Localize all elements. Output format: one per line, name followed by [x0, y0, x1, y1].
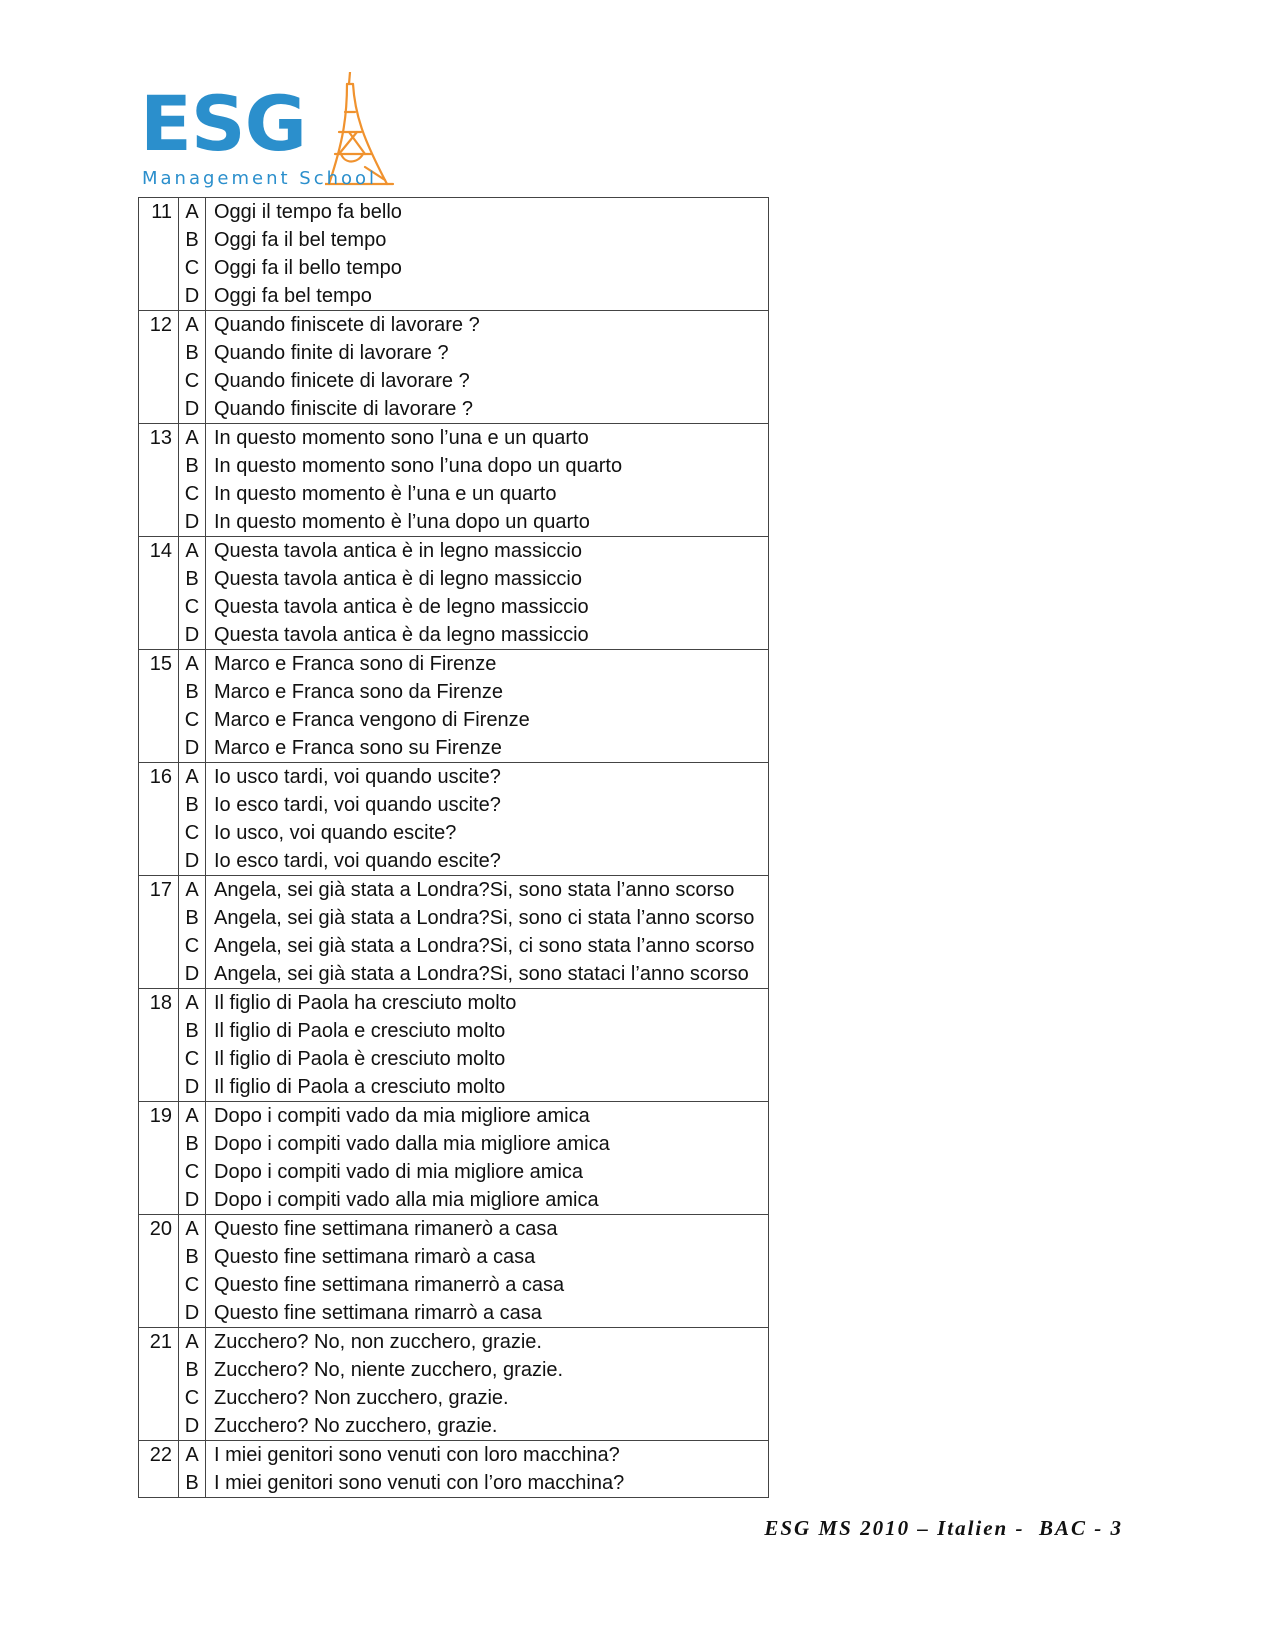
- option-row: [139, 1243, 769, 1271]
- question-number: [139, 678, 179, 706]
- quiz-table: [138, 197, 769, 1498]
- option-text: Il figlio di Paola ha cresciuto molto: [214, 992, 517, 1014]
- option-row: [139, 847, 769, 876]
- question-number: [139, 1243, 179, 1271]
- option-row: [139, 1271, 769, 1299]
- question-number: [139, 734, 179, 763]
- question-number: 18: [139, 989, 179, 1018]
- question-18: [139, 989, 769, 1102]
- option-row: [139, 1158, 769, 1186]
- option-letter: D: [179, 282, 206, 311]
- option-letter: C: [179, 254, 206, 282]
- option-letter: D: [179, 1073, 206, 1102]
- option-row: [139, 452, 769, 480]
- question-16: [139, 763, 769, 876]
- option-text: Zucchero? No, non zucchero, grazie.: [214, 1331, 542, 1353]
- option-row: [139, 1045, 769, 1073]
- option-text: Marco e Franca sono da Firenze: [214, 681, 504, 703]
- question-number: [139, 395, 179, 424]
- option-letter: A: [179, 650, 206, 679]
- question-number: 12: [139, 311, 179, 340]
- option-row: [139, 1130, 769, 1158]
- option-row: [139, 1384, 769, 1412]
- option-row: [139, 311, 769, 340]
- option-row: [139, 1299, 769, 1328]
- option-letter: A: [179, 1215, 206, 1244]
- option-text: In questo momento è l’una e un quarto: [214, 483, 557, 505]
- option-text: Questo fine settimana rimarò a casa: [214, 1246, 536, 1268]
- option-row: [139, 791, 769, 819]
- option-text: Dopo i compiti vado dalla mia migliore amica: [214, 1133, 610, 1155]
- option-text: Il figlio di Paola a cresciuto molto: [214, 1076, 506, 1098]
- option-letter: A: [179, 1102, 206, 1131]
- option-row: [139, 424, 769, 453]
- question-number: [139, 1045, 179, 1073]
- option-letter: C: [179, 367, 206, 395]
- option-text: In questo momento è l’una dopo un quarto: [214, 511, 590, 533]
- question-number: [139, 282, 179, 311]
- option-text: Angela, sei già stata a Londra?Si, sono ci stata l’anno scorso: [214, 907, 755, 929]
- question-number: 19: [139, 1102, 179, 1131]
- option-letter: D: [179, 1186, 206, 1215]
- option-row: [139, 989, 769, 1018]
- option-text: I miei genitori sono venuti con l’oro macchina?: [214, 1472, 625, 1494]
- option-row: [139, 763, 769, 792]
- option-letter: B: [179, 452, 206, 480]
- option-text: Questa tavola antica è da legno massiccio: [214, 624, 589, 646]
- question-number: [139, 960, 179, 989]
- question-number: 22: [139, 1441, 179, 1470]
- question-number: [139, 508, 179, 537]
- option-row: [139, 593, 769, 621]
- question-number: [139, 593, 179, 621]
- option-text: Oggi fa bel tempo: [214, 285, 372, 307]
- question-22: [139, 1441, 769, 1498]
- option-row: [139, 339, 769, 367]
- option-text: Zucchero? No, niente zucchero, grazie.: [214, 1359, 564, 1381]
- option-text: Dopo i compiti vado da mia migliore amica: [214, 1105, 590, 1127]
- option-letter: C: [179, 593, 206, 621]
- question-number: 13: [139, 424, 179, 453]
- question-number: [139, 1158, 179, 1186]
- question-number: 21: [139, 1328, 179, 1357]
- option-text: Questo fine settimana rimarrò a casa: [214, 1302, 542, 1324]
- question-number: [139, 791, 179, 819]
- option-text: Io usco tardi, voi quando uscite?: [214, 766, 501, 788]
- option-text: Angela, sei già stata a Londra?Si, sono stataci l’anno scorso: [214, 963, 749, 985]
- question-number: [139, 1186, 179, 1215]
- option-row: [139, 1102, 769, 1131]
- question-13: [139, 424, 769, 537]
- option-letter: C: [179, 1045, 206, 1073]
- option-row: [139, 537, 769, 566]
- option-letter: B: [179, 1356, 206, 1384]
- question-number: [139, 339, 179, 367]
- option-letter: C: [179, 480, 206, 508]
- question-number: [139, 1356, 179, 1384]
- question-number: [139, 1271, 179, 1299]
- question-number: [139, 565, 179, 593]
- option-row: [139, 1412, 769, 1441]
- question-number: [139, 932, 179, 960]
- option-letter: D: [179, 847, 206, 876]
- option-text: Quando finiscete di lavorare ?: [214, 314, 480, 336]
- question-number: [139, 254, 179, 282]
- option-text: Oggi fa il bel tempo: [214, 229, 387, 251]
- question-number: [139, 904, 179, 932]
- question-number: [139, 847, 179, 876]
- option-letter: A: [179, 424, 206, 453]
- option-letter: A: [179, 311, 206, 340]
- option-text: Oggi il tempo fa bello: [214, 201, 402, 223]
- option-letter: D: [179, 621, 206, 650]
- option-row: [139, 621, 769, 650]
- option-row: [139, 367, 769, 395]
- option-letter: C: [179, 819, 206, 847]
- option-text: Angela, sei già stata a Londra?Si, sono stata l’anno scorso: [214, 879, 735, 901]
- question-number: [139, 1073, 179, 1102]
- option-text: In questo momento sono l’una e un quarto: [214, 427, 589, 449]
- option-letter: B: [179, 791, 206, 819]
- question-21: [139, 1328, 769, 1441]
- option-text: Oggi fa il bello tempo: [214, 257, 402, 279]
- option-row: [139, 282, 769, 311]
- question-number: [139, 1130, 179, 1158]
- option-row: [139, 734, 769, 763]
- option-row: [139, 678, 769, 706]
- option-letter: B: [179, 1469, 206, 1498]
- question-number: [139, 1469, 179, 1498]
- question-19: [139, 1102, 769, 1215]
- question-number: [139, 706, 179, 734]
- option-text: I miei genitori sono venuti con loro macchina?: [214, 1444, 620, 1466]
- option-row: [139, 1215, 769, 1244]
- page-footer: ESG MS 2010 – Italien - BAC - 3: [764, 1516, 1123, 1540]
- option-row: [139, 1356, 769, 1384]
- option-letter: D: [179, 960, 206, 989]
- option-row: [139, 876, 769, 905]
- option-text: Angela, sei già stata a Londra?Si, ci sono stata l’anno scorso: [214, 935, 755, 957]
- logo-subtitle: Management School: [142, 168, 378, 189]
- option-letter: B: [179, 1017, 206, 1045]
- option-text: Questa tavola antica è in legno massiccio: [214, 540, 582, 562]
- option-letter: B: [179, 1130, 206, 1158]
- option-letter: C: [179, 706, 206, 734]
- option-letter: C: [179, 1271, 206, 1299]
- question-12: [139, 311, 769, 424]
- option-letter: A: [179, 1441, 206, 1470]
- option-row: [139, 508, 769, 537]
- option-letter: D: [179, 1299, 206, 1328]
- question-number: [139, 367, 179, 395]
- option-letter: C: [179, 932, 206, 960]
- question-17: [139, 876, 769, 989]
- option-letter: D: [179, 508, 206, 537]
- esg-logo: [140, 72, 400, 192]
- option-letter: A: [179, 763, 206, 792]
- option-row: [139, 1469, 769, 1498]
- option-letter: A: [179, 989, 206, 1018]
- question-number: [139, 1299, 179, 1328]
- option-text: In questo momento sono l’una dopo un quarto: [214, 455, 623, 477]
- option-text: Il figlio di Paola e cresciuto molto: [214, 1020, 506, 1042]
- option-row: [139, 650, 769, 679]
- option-row: [139, 480, 769, 508]
- option-row: [139, 904, 769, 932]
- option-text: Zucchero? Non zucchero, grazie.: [214, 1387, 509, 1409]
- option-text: Io esco tardi, voi quando uscite?: [214, 794, 501, 816]
- option-row: [139, 932, 769, 960]
- option-letter: B: [179, 565, 206, 593]
- question-11: [139, 198, 769, 311]
- option-letter: B: [179, 904, 206, 932]
- option-text: Il figlio di Paola è cresciuto molto: [214, 1048, 506, 1070]
- question-number: [139, 1384, 179, 1412]
- option-text: Marco e Franca sono su Firenze: [214, 737, 502, 759]
- option-letter: D: [179, 734, 206, 763]
- option-row: [139, 1441, 769, 1470]
- option-letter: B: [179, 339, 206, 367]
- question-20: [139, 1215, 769, 1328]
- option-text: Questo fine settimana rimanerrò a casa: [214, 1274, 565, 1296]
- option-text: Zucchero? No zucchero, grazie.: [214, 1415, 498, 1437]
- option-text: Dopo i compiti vado alla mia migliore amica: [214, 1189, 599, 1211]
- question-number: 17: [139, 876, 179, 905]
- option-letter: D: [179, 395, 206, 424]
- question-number: 11: [139, 198, 179, 227]
- option-letter: C: [179, 1158, 206, 1186]
- option-row: [139, 1073, 769, 1102]
- option-letter: D: [179, 1412, 206, 1441]
- question-number: [139, 1412, 179, 1441]
- question-15: [139, 650, 769, 763]
- option-text: Questa tavola antica è di legno massiccio: [214, 568, 582, 590]
- question-number: [139, 819, 179, 847]
- option-letter: A: [179, 198, 206, 227]
- option-text: Questo fine settimana rimanerò a casa: [214, 1218, 558, 1240]
- question-number: 16: [139, 763, 179, 792]
- question-14: [139, 537, 769, 650]
- option-text: Io usco, voi quando escite?: [214, 822, 457, 844]
- option-text: Dopo i compiti vado di mia migliore amica: [214, 1161, 584, 1183]
- option-letter: B: [179, 226, 206, 254]
- question-number: [139, 480, 179, 508]
- option-letter: B: [179, 678, 206, 706]
- question-number: 15: [139, 650, 179, 679]
- option-row: [139, 226, 769, 254]
- option-text: Io esco tardi, voi quando escite?: [214, 850, 501, 872]
- option-letter: A: [179, 537, 206, 566]
- option-row: [139, 1186, 769, 1215]
- question-number: [139, 1017, 179, 1045]
- option-row: [139, 254, 769, 282]
- option-text: Quando finite di lavorare ?: [214, 342, 449, 364]
- option-row: [139, 1328, 769, 1357]
- question-number: [139, 621, 179, 650]
- logo-wordmark: ESG: [140, 79, 307, 168]
- option-row: [139, 1017, 769, 1045]
- option-text: Quando finiscite di lavorare ?: [214, 398, 474, 420]
- option-text: Marco e Franca vengono di Firenze: [214, 709, 530, 731]
- option-row: [139, 198, 769, 227]
- option-row: [139, 706, 769, 734]
- option-letter: A: [179, 1328, 206, 1357]
- option-text: Questa tavola antica è de legno massiccio: [214, 596, 589, 618]
- option-letter: B: [179, 1243, 206, 1271]
- option-text: Quando finicete di lavorare ?: [214, 370, 470, 392]
- option-text: Marco e Franca sono di Firenze: [214, 653, 497, 675]
- question-number: 20: [139, 1215, 179, 1244]
- question-number: 14: [139, 537, 179, 566]
- option-row: [139, 395, 769, 424]
- option-row: [139, 819, 769, 847]
- option-row: [139, 960, 769, 989]
- question-number: [139, 226, 179, 254]
- option-row: [139, 565, 769, 593]
- option-letter: C: [179, 1384, 206, 1412]
- question-number: [139, 452, 179, 480]
- option-letter: A: [179, 876, 206, 905]
